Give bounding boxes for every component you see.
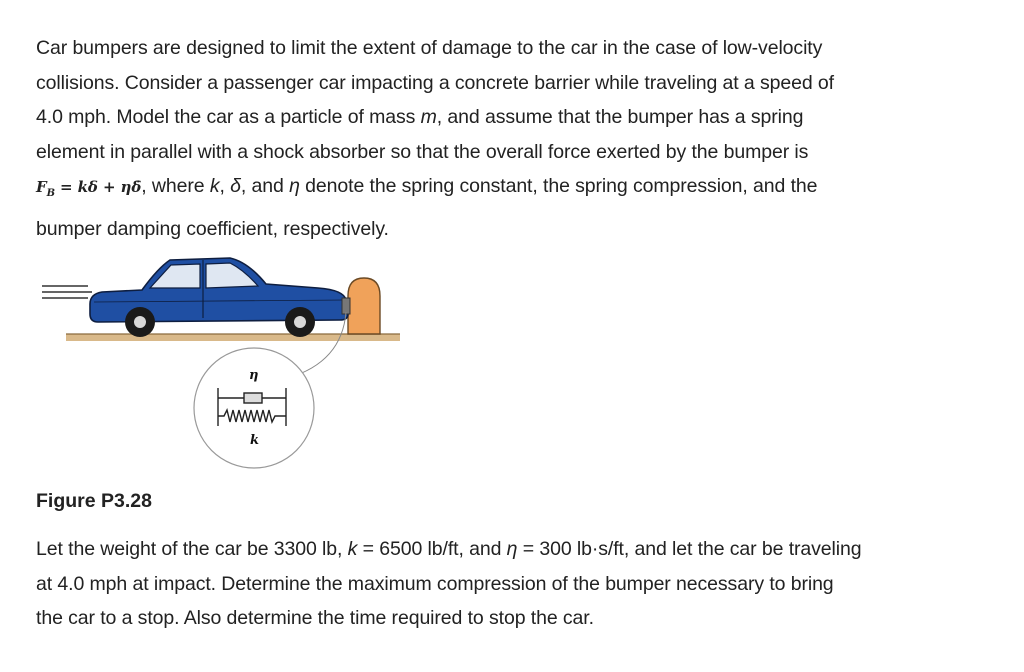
intro-line-4: element in parallel with a shock absorber so that the overall force exerted by the bumper is [36,140,809,163]
intro-line-5b: denote the spring constant, the spring compression, and the [299,175,818,197]
intro-line-1: Car bumpers are designed to limit the extent of damage to the car in the case of low-velocity [36,37,823,59]
bumper-force-equation [36,178,142,199]
separator-1: , [219,175,231,197]
intro-line-6: bumper damping coefficient, respectively. [36,217,389,240]
spring-constant-symbol: k [209,175,220,197]
question-line-3: the car to a stop. Also determine the time required to stop the car. [36,607,594,629]
problem-intro [36,31,996,246]
spring-label: k [250,433,260,448]
compression-symbol: δ [230,175,241,197]
question-line-1c: = 300 lb·s/ft, and let the car be traveling [517,538,862,560]
question-line-1a: Let the weight of the car be 3300 lb, [36,538,348,560]
force-subscript: B [46,188,55,199]
question-k-symbol: k [347,538,358,560]
damping-label: η [249,368,259,383]
question-eta-symbol: η [506,538,518,560]
question-line-1b: = 6500 lb/ft, and [357,538,507,560]
force-expression: = kδ + ηδ̇ [54,178,142,196]
damping-symbol: η [289,175,300,197]
figure-caption: Figure P3.28 [36,490,152,512]
ground [66,334,400,341]
bumper-detail-circle [194,348,314,468]
car [90,258,350,337]
intro-line-5a: , where [141,175,210,197]
motion-lines [42,286,92,298]
problem-question [36,532,1011,636]
concrete-barrier [348,278,380,334]
intro-line-3a: 4.0 mph. Model the car as a particle of mass [36,106,421,128]
force-symbol: F [36,178,47,196]
intro-line-3b: , and assume that the bumper has a spring [436,106,804,128]
separator-2: , and [240,175,290,197]
question-line-2: at 4.0 mph at impact. Determine the maximum compression of the bumper necessary to bring [36,572,834,595]
car-bumper-figure [30,238,410,478]
intro-line-2: collisions. Consider a passenger car impacting a concrete barrier while traveling at a speed of [36,71,834,94]
mass-symbol: m [420,106,437,128]
